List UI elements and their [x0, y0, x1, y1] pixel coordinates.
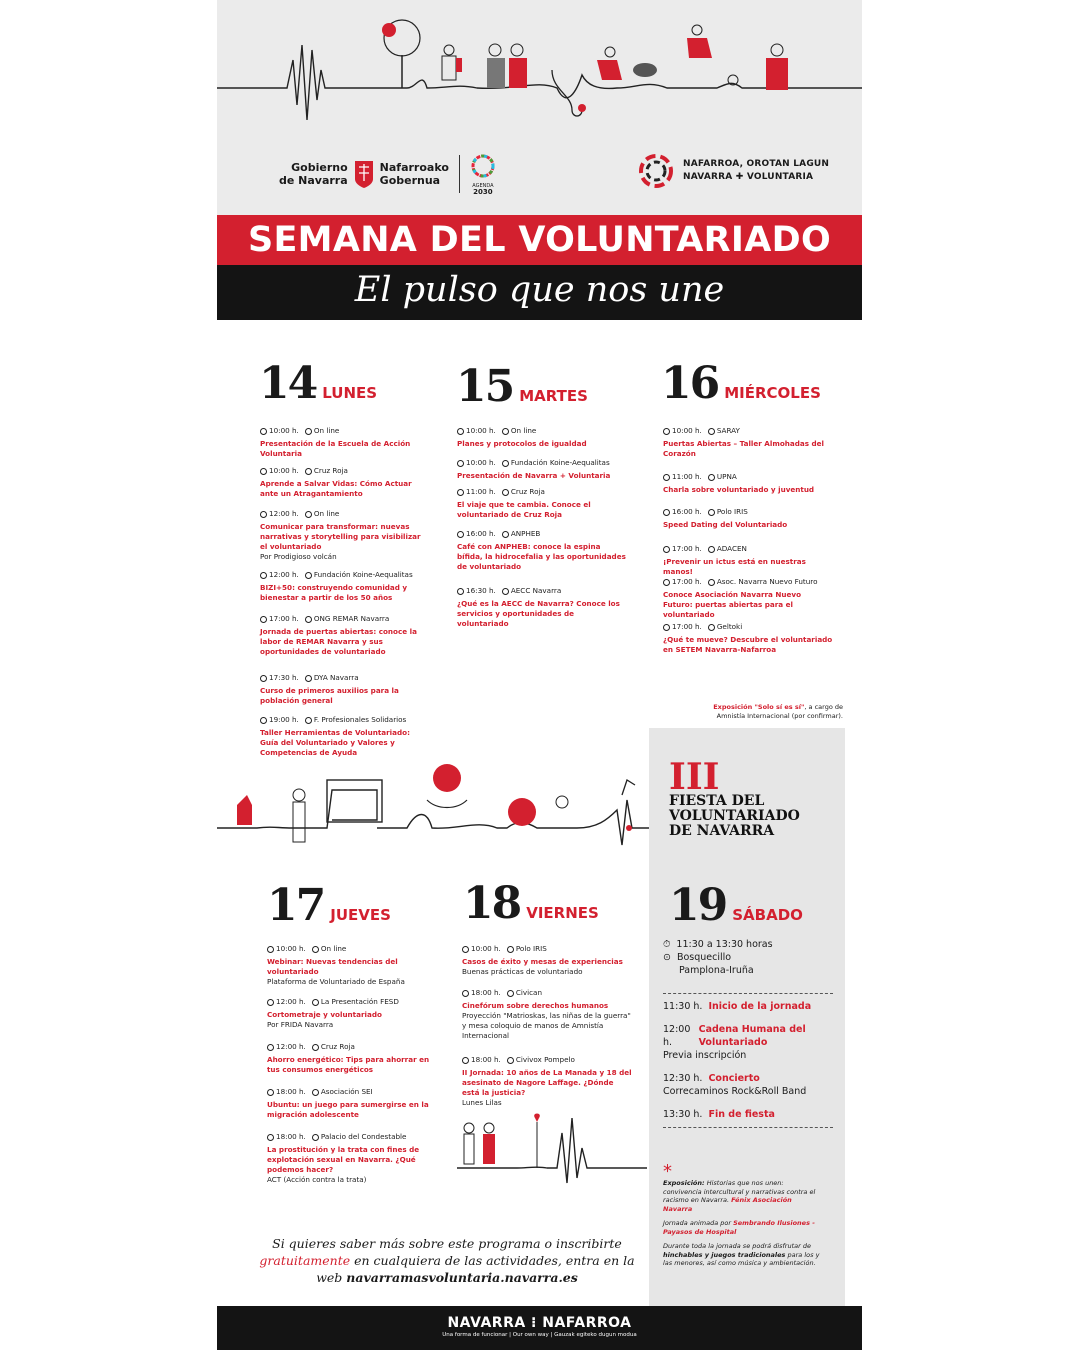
clock-icon: [260, 468, 267, 475]
event-14-1: [260, 426, 430, 459]
location-icon: [502, 428, 509, 435]
event-title: El viaje que te cambia. Conoce el voluntariado de Cruz Roja: [457, 500, 591, 519]
location-icon: [312, 946, 319, 953]
event-title: Presentación de la Escuela de Acción Voluntaria: [260, 439, 411, 458]
event-place: Fundación Koine-Aequalitas: [313, 570, 413, 579]
sabado-item-4: [663, 1108, 833, 1121]
location-icon: [708, 546, 715, 553]
location-icon: [708, 474, 715, 481]
event-place: DYA Navarra: [313, 673, 359, 682]
day-14-heading: [259, 358, 378, 409]
event-14-6: [260, 673, 430, 706]
gobierno-navarra-logo: [279, 153, 496, 195]
expo-title: Exposición "Solo sí es sí": [713, 703, 805, 711]
asterisk: *: [663, 1161, 672, 1182]
location-icon: [502, 531, 509, 538]
location-icon: [708, 509, 715, 516]
gov-line2: de Navarra: [279, 174, 348, 187]
event-14-2: [260, 466, 430, 499]
agenda-2030-icon: [470, 153, 496, 179]
event-title: Jornada de puertas abiertas: conoce la labor de REMAR Navarra y sus oportunidades de voluntariado: [260, 627, 417, 656]
item-title: Inicio de la jornada: [708, 1001, 812, 1012]
item-time: 12:00 h.: [663, 1024, 691, 1048]
event-title: Speed Dating del Voluntariado: [663, 520, 788, 529]
event-place: Fundación Koine-Aequalitas: [510, 458, 610, 467]
event-sub: ACT (Acción contra la trata): [267, 1175, 367, 1184]
expo-rest: , a cargo de Amnistía Internacional (por confirmar).: [716, 703, 843, 720]
item-time: 13:30 h.: [663, 1109, 703, 1120]
gov-line4: Gobernua: [379, 174, 441, 187]
main-title: SEMANA DEL VOLUNTARIADO: [217, 215, 862, 265]
clock-icon: [267, 1089, 274, 1096]
agenda-line2: 2030: [473, 188, 493, 196]
gov-line1: Gobierno: [291, 161, 348, 174]
event-time: 10:00 h.: [269, 426, 299, 435]
footer-tagline: Una forma de funcionar | Our own way | Gauzak egiteko dugun modua: [442, 1332, 637, 1338]
clock-icon: [663, 428, 670, 435]
gov-line3: Nafarroako: [379, 161, 449, 174]
day-name: MIÉRCOLES: [724, 384, 821, 402]
event-time: 10:00 h.: [466, 458, 496, 467]
event-time: 12:00 h.: [276, 997, 306, 1006]
clock-icon: [462, 1057, 469, 1064]
event-title: Presentación de Navarra + Voluntaria: [457, 471, 611, 480]
clock-icon: [462, 990, 469, 997]
event-title: Cortometraje y voluntariado: [267, 1010, 382, 1019]
event-title: Taller Herramientas de Voluntariado: Guía del Voluntariado y Valores y Competencias de Ayuda: [260, 728, 410, 757]
event-14-3: [260, 509, 430, 562]
event-place: Cruz Roja: [320, 1042, 355, 1051]
event-time: 16:00 h.: [672, 507, 702, 516]
event-title: Casos de éxito y mesas de experiencias: [462, 957, 623, 966]
day-number: 14: [259, 358, 317, 409]
event-place: Civivox Pompelo: [515, 1055, 575, 1064]
note-text: Jornada animada por: [663, 1219, 734, 1227]
event-title: Ahorro energético: Tips para ahorrar en tus consumos energéticos: [267, 1055, 430, 1074]
event-15-4: [457, 529, 627, 572]
location-icon: [507, 990, 514, 997]
note-label: Exposición:: [663, 1179, 705, 1187]
location-icon: [305, 616, 312, 623]
event-15-5: [457, 586, 627, 629]
event-title: Charla sobre voluntariado y juventud: [663, 485, 815, 494]
event-16-2: [663, 472, 833, 495]
event-place: SARAY: [716, 426, 740, 435]
event-sub: Buenas prácticas de voluntariado: [462, 967, 583, 976]
clock-icon: [260, 572, 267, 579]
day-number: 17: [267, 880, 325, 931]
event-14-5: [260, 614, 430, 657]
middle-pulse-illustration: [217, 750, 649, 870]
day-name: SÁBADO: [732, 906, 803, 924]
note-red: Sembrando Ilusiones - Payasos de Hospital: [663, 1219, 815, 1236]
note-text: para los y las menores, así como música y ambientación.: [663, 1250, 820, 1267]
clock-icon: [663, 474, 670, 481]
clock-icon: [663, 624, 670, 631]
note-text: Durante toda la jornada se podrá disfrutar de: [663, 1242, 811, 1250]
day-number: 18: [463, 878, 521, 929]
day-name: JUEVES: [330, 906, 391, 924]
fiesta-line1: FIESTA DEL: [669, 793, 765, 809]
event-18-1: [462, 944, 632, 977]
event-place: La Presentación FESD: [320, 997, 399, 1006]
event-time: 12:00 h.: [269, 570, 299, 579]
nv-line1: NAFARROA, OROTAN LAGUN: [683, 159, 830, 169]
event-title: Curso de primeros auxilios para la población general: [260, 686, 399, 705]
event-place: Cruz Roja: [313, 466, 348, 475]
item-title: Concierto: [708, 1073, 760, 1084]
expo-note-16: [687, 703, 843, 721]
more-text: Si quieres saber más sobre este programa o inscribirte: [272, 1236, 622, 1251]
pulse-illustration: [217, 0, 862, 130]
event-time: 17:30 h.: [269, 673, 299, 682]
location-icon: [708, 579, 715, 586]
location-icon: [305, 428, 312, 435]
event-sub: Lunes Lilas: [462, 1098, 502, 1107]
clock-icon: [663, 546, 670, 553]
event-time: 17:00 h.: [672, 622, 702, 631]
clock-icon: [267, 999, 274, 1006]
item-title: Cadena Humana del Voluntariado: [698, 1024, 806, 1048]
fiesta-line2: VOLUNTARIADO: [669, 808, 800, 824]
event-place: Palacio del Condestable: [320, 1132, 407, 1141]
event-place: Cruz Roja: [510, 487, 545, 496]
event-time: 18:00 h.: [471, 1055, 501, 1064]
divider: [663, 993, 833, 994]
item-time: 11:30 h.: [663, 1001, 703, 1012]
event-title: Comunicar para transformar: nuevas narrativas y storytelling para visibilizar el voluntariado: [260, 522, 421, 551]
event-time: 12:00 h.: [269, 509, 299, 518]
location-icon: [502, 588, 509, 595]
note-2: [663, 1219, 823, 1236]
event-time: 11:00 h.: [672, 472, 702, 481]
event-time: 19:00 h.: [269, 715, 299, 724]
fiesta-title: [669, 756, 800, 839]
item-sub: Correcaminos Rock&Roll Band: [663, 1086, 807, 1097]
nv-line2: NAVARRA ✚ VOLUNTARIA: [683, 172, 814, 182]
location-icon: [502, 460, 509, 467]
event-15-3: [457, 487, 627, 520]
fiesta-line3: DE NAVARRA: [669, 823, 775, 839]
note-bold: hinchables y juegos tradicionales: [663, 1250, 786, 1259]
day-number: 19: [669, 880, 727, 931]
location-icon: ⊙: [663, 952, 671, 963]
clock-icon: [260, 675, 267, 682]
poster: [217, 0, 862, 1350]
location-icon: [312, 999, 319, 1006]
event-17-2: [267, 997, 437, 1030]
clock-icon: [462, 946, 469, 953]
event-17-3: [267, 1042, 437, 1075]
location-icon: [305, 717, 312, 724]
day-19-heading: [669, 880, 803, 931]
divider: [663, 1127, 833, 1128]
clock-icon: [267, 1134, 274, 1141]
clock-icon: [663, 579, 670, 586]
event-time: 10:00 h.: [672, 426, 702, 435]
location-icon: [312, 1044, 319, 1051]
note-text: Historias que nos unen: convivencia intercultural y narrativas contra el racismo en Navarra.: [663, 1179, 816, 1204]
event-title: La prostitución y la trata con fines de explotación sexual en Navarra. ¿Qué podemos hacer?: [267, 1145, 420, 1174]
event-15-1: [457, 426, 627, 449]
location-icon: [305, 675, 312, 682]
item-sub: Previa inscripción: [663, 1050, 747, 1061]
note-3: [663, 1242, 823, 1268]
event-time: 10:00 h.: [466, 426, 496, 435]
fiesta-notes: [663, 1161, 823, 1274]
item-time: 12:30 h.: [663, 1073, 703, 1084]
event-place: Asoc. Navarra Nuevo Futuro: [716, 577, 818, 586]
more-info: [257, 1235, 637, 1286]
event-title: Cinefórum sobre derechos humanos: [462, 1001, 609, 1010]
event-16-6: [663, 622, 833, 655]
fiesta-roman: III: [669, 756, 720, 798]
clock-icon: [457, 460, 464, 467]
event-place: Polo IRIS: [716, 507, 748, 516]
event-title: Planes y protocolos de igualdad: [457, 439, 587, 448]
event-title: Webinar: Nuevas tendencias del voluntariado: [267, 957, 398, 976]
event-place: ANPHEB: [510, 529, 541, 538]
event-place: Civican: [515, 988, 543, 997]
clock-icon: [260, 616, 267, 623]
event-time: 18:00 h.: [276, 1132, 306, 1141]
bottom-pulse-illustration: [457, 1108, 647, 1188]
event-time: 17:00 h.: [269, 614, 299, 623]
day-17-heading: [267, 880, 391, 931]
event-sub: Por Prodigioso volcán: [260, 552, 337, 561]
footer-brand: NAVARRA ⁝ NAFARROA: [447, 1315, 632, 1331]
event-title: ¡Prevenir un ictus está en nuestras manos!: [663, 557, 806, 576]
day-name: MARTES: [519, 387, 588, 405]
event-title: II Jornada: 10 años de La Manada y 18 del asesinato de Nagore Laffage. ¿Dónde está la justicia?: [462, 1068, 632, 1097]
day-16-heading: [661, 358, 821, 409]
event-time: 11:00 h.: [466, 487, 496, 496]
clock-icon: [663, 509, 670, 516]
clock-icon: ⏱: [663, 939, 671, 950]
event-18-3: [462, 1055, 632, 1108]
location-icon: [305, 572, 312, 579]
event-16-5: [663, 577, 833, 620]
location-icon: [507, 946, 514, 953]
event-time: 17:00 h.: [672, 577, 702, 586]
clock-icon: [260, 717, 267, 724]
sabado-hours-row: [663, 938, 833, 951]
day-15-heading: [456, 361, 588, 412]
sabado-details: [663, 938, 833, 1134]
event-sub: Proyección "Matrioskas, las niñas de la guerra" y mesa coloquio de manos de Amnistía Internacional: [462, 1011, 631, 1040]
day-18-heading: [463, 878, 599, 929]
clock-icon: [260, 511, 267, 518]
event-place: Polo IRIS: [515, 944, 547, 953]
sabado-item-2: [663, 1023, 833, 1049]
event-time: 10:00 h.: [471, 944, 501, 953]
event-title: Aprende a Salvar Vidas: Cómo Actuar ante un Atragantamiento: [260, 479, 412, 498]
event-16-4: [663, 544, 833, 577]
event-place: Asociación SEI: [320, 1087, 373, 1096]
clock-icon: [457, 489, 464, 496]
location-icon: [507, 1057, 514, 1064]
event-time: 17:00 h.: [672, 544, 702, 553]
sabado-place-row: [663, 951, 833, 964]
event-18-2: [462, 988, 632, 1041]
location-icon: [305, 468, 312, 475]
event-17-1: [267, 944, 437, 987]
clock-icon: [267, 1044, 274, 1051]
note-red: Fénix Asociación Navarra: [663, 1196, 792, 1213]
more-highlight: gratuitamente: [259, 1253, 351, 1268]
event-place: ONG REMAR Navarra: [313, 614, 390, 623]
clock-icon: [267, 946, 274, 953]
event-time: 18:00 h.: [471, 988, 501, 997]
event-title: Ubuntu: un juego para sumergirse en la migración adolescente: [267, 1100, 429, 1119]
event-place: On line: [510, 426, 537, 435]
location-icon: [312, 1089, 319, 1096]
event-15-2: [457, 458, 627, 481]
event-place: On line: [313, 426, 340, 435]
location-icon: [502, 489, 509, 496]
item-title: Fin de fiesta: [708, 1109, 775, 1120]
clock-icon: [260, 428, 267, 435]
event-title: Café con ANPHEB: conoce la espina bífida, la hidrocefalia y las oportunidades de voluntariado: [457, 542, 626, 571]
event-title: BIZI+50: construyendo comunidad y bienestar a partir de los 50 años: [260, 583, 408, 602]
event-time: 12:00 h.: [276, 1042, 306, 1051]
subtitle: El pulso que nos une: [217, 265, 862, 320]
event-time: 16:00 h.: [466, 529, 496, 538]
clock-icon: [457, 531, 464, 538]
day-name: VIERNES: [526, 904, 599, 922]
location-icon: [312, 1134, 319, 1141]
event-17-5: [267, 1132, 437, 1185]
event-title: Conoce Asociación Navarra Nuevo Futuro: puertas abiertas para el voluntariado: [663, 590, 802, 619]
event-sub: Por FRIDA Navarra: [267, 1020, 334, 1029]
event-time: 16:30 h.: [466, 586, 496, 595]
header: [217, 0, 862, 215]
more-text: en cualquiera de las actividades, entra en la web: [316, 1253, 635, 1285]
event-17-4: [267, 1087, 437, 1120]
event-place: AECC Navarra: [510, 586, 562, 595]
day-number: 15: [456, 361, 514, 412]
event-time: 10:00 h.: [269, 466, 299, 475]
shield-icon: [354, 159, 374, 189]
sabado-place2-row: [663, 964, 833, 977]
event-title: Puertas Abiertas – Taller Almohadas del Corazón: [663, 439, 824, 458]
sabado-item-1: [663, 1000, 833, 1013]
sabado-place2: Pamplona-Iruña: [679, 965, 754, 976]
event-place: Geltoki: [716, 622, 743, 631]
footer: [217, 1306, 862, 1350]
clock-icon: [457, 588, 464, 595]
note-1: [663, 1179, 823, 1213]
event-16-3: [663, 507, 833, 530]
event-16-1: [663, 426, 833, 459]
event-14-4: [260, 570, 430, 603]
event-time: 10:00 h.: [276, 944, 306, 953]
clock-icon: [457, 428, 464, 435]
event-time: 18:00 h.: [276, 1087, 306, 1096]
event-place: On line: [313, 509, 340, 518]
event-place: On line: [320, 944, 347, 953]
event-title: ¿Qué es la AECC de Navarra? Conoce los servicios y oportunidades de voluntariado: [457, 599, 620, 628]
event-place: F. Profesionales Solidarios: [313, 715, 407, 724]
navarra-voluntaria-logo: [637, 152, 829, 190]
day-name: LUNES: [322, 384, 378, 402]
sabado-item-3: [663, 1072, 833, 1085]
sabado-place1: Bosquecillo: [676, 952, 732, 963]
agenda-line1: AGENDA: [472, 183, 494, 189]
event-title: ¿Qué te mueve? Descubre el voluntariado en SETEM Navarra-Nafarroa: [663, 635, 833, 654]
event-place: UPNA: [716, 472, 737, 481]
location-icon: [305, 511, 312, 518]
website-link[interactable]: navarramasvoluntaria.navarra.es: [346, 1270, 578, 1285]
event-sub: Plataforma de Voluntariado de España: [267, 977, 405, 986]
location-icon: [708, 624, 715, 631]
location-icon: [708, 428, 715, 435]
day-number: 16: [661, 358, 719, 409]
heart-hands-icon: [637, 152, 675, 190]
event-place: ADACEN: [716, 544, 747, 553]
sabado-hours: 11:30 a 13:30 horas: [676, 939, 773, 950]
